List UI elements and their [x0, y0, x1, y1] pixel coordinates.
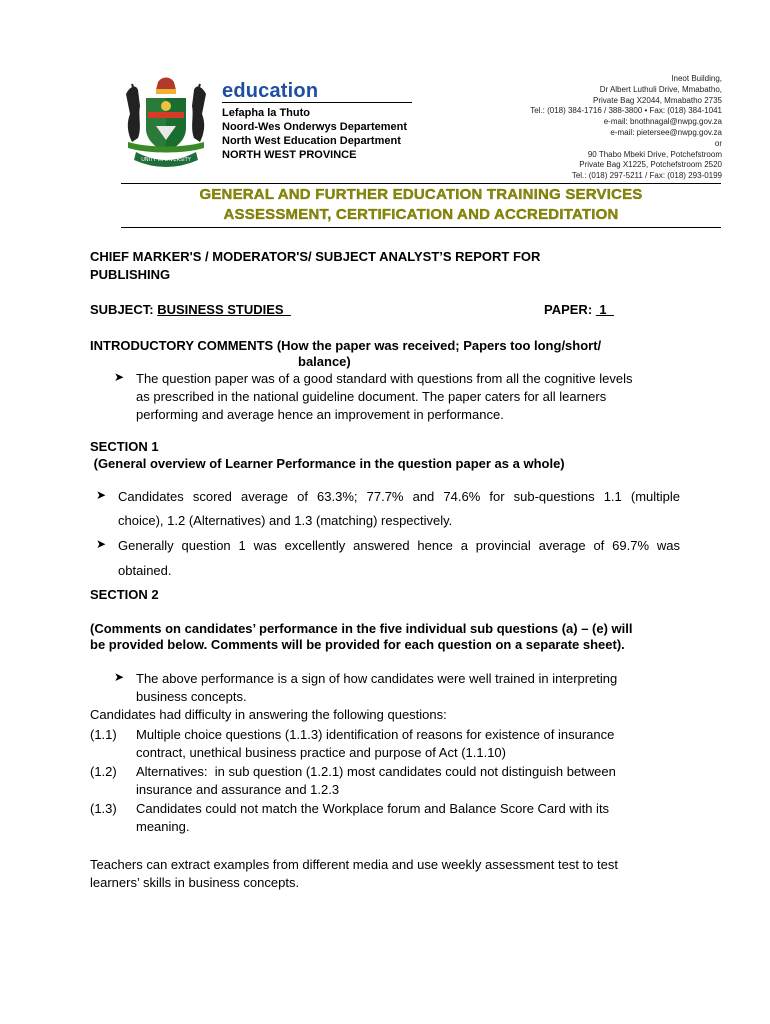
intro-heading-line-2: balance): [298, 354, 351, 369]
difficulty-item-line: Candidates could not match the Workplace forum and Balance Score Card with its: [136, 801, 610, 816]
province-name: NORTH WEST PROVINCE: [222, 149, 357, 161]
report-title-line-1: CHIEF MARKER'S / MODERATOR'S/ SUBJECT ANALYST’S REPORT FOR: [90, 249, 541, 264]
paper-line: [544, 301, 614, 319]
difficulty-item-number: (1.3): [90, 801, 117, 816]
section1-bullet-2-line-2: obtained.: [118, 563, 172, 578]
intro-bullet-line: performing and average hence an improvement in performance.: [136, 407, 504, 422]
address-line: Dr Albert Luthuli Drive, Mmabatho,: [599, 84, 722, 94]
section2-subheading-line-1: (Comments on candidates’ performance in the five individual sub questions (a) – (e) will: [90, 621, 633, 636]
coat-of-arms-logo: [118, 76, 214, 170]
subject-value: BUSINESS STUDIES: [157, 302, 291, 317]
address-line: Tel.: (018) 384-1716 / 388-3800 • Fax: (018) 384-1041: [530, 106, 722, 116]
arrowhead-bullet-icon: ➤: [96, 488, 107, 502]
difficulty-intro: Candidates had difficulty in answering the following questions:: [90, 707, 447, 722]
difficulty-item-line: Multiple choice questions (1.1.3) identification of reasons for existence of insurance: [136, 727, 615, 742]
dept-name-setswana: Lefapha la Thuto: [222, 107, 310, 119]
closing-line: Teachers can extract examples from different media and use weekly assessment test to test: [90, 857, 618, 872]
closing-line: learners’ skills in business concepts.: [90, 875, 300, 890]
address-line: e-mail: pietersee@nwpg.gov.za: [610, 127, 722, 137]
paper-value: 1: [595, 302, 614, 317]
intro-heading-line-1: INTRODUCTORY COMMENTS (How the paper was received; Papers too long/short/: [90, 338, 602, 353]
section1-heading: SECTION 1: [90, 439, 159, 454]
svg-text:UNITY IN DIVERSITY: UNITY IN DIVERSITY: [141, 157, 191, 163]
section1-subheading: (General overview of Learner Performance in the question paper as a whole): [90, 456, 565, 471]
address-line: e-mail: bnothnagal@nwpg.gov.za: [603, 117, 722, 127]
difficulty-item-number: (1.2): [90, 764, 117, 779]
address-line: Private Bag X2044, Mmabatho 2735: [593, 95, 722, 105]
address-line: 90 Thabo Mbeki Drive, Potchefstroom: [587, 149, 722, 159]
banner-line-1: GENERAL AND FURTHER EDUCATION TRAINING SERVICES: [199, 186, 643, 203]
title-underline: [222, 102, 412, 103]
arrowhead-bullet-icon: ➤: [96, 537, 107, 551]
department-title: education: [222, 80, 319, 102]
arrowhead-bullet-icon: ➤: [114, 670, 125, 684]
section2-heading: SECTION 2: [90, 587, 159, 602]
dept-name-english: North West Education Department: [222, 135, 401, 147]
difficulty-item-line: contract, unethical business practice and purpose of Act (1.1.10): [136, 745, 506, 760]
section2-bullet-line: business concepts.: [136, 689, 247, 704]
subject-label: SUBJECT:: [90, 302, 158, 317]
difficulty-item-line: meaning.: [136, 819, 190, 834]
address-line: Tel.: (018) 297-5211 / Fax: (018) 293-0199: [571, 171, 722, 181]
arrowhead-bullet-icon: ➤: [114, 370, 125, 384]
section1-bullet-1-line-2: choice), 1.2 (Alternatives) and 1.3 (matching) respectively.: [118, 513, 453, 528]
subject-line: [90, 301, 291, 319]
intro-bullet-line: as prescribed in the national guideline document. The paper caters for all learners: [136, 389, 607, 404]
difficulty-item-line: Alternatives: in sub question (1.2.1) most candidates could not distinguish between: [136, 764, 616, 779]
section-banner: [121, 185, 721, 225]
banner-bottom-rule: [121, 227, 721, 228]
report-title-line-2: PUBLISHING: [90, 267, 171, 282]
dept-name-afrikaans: Noord-Wes Onderwys Departement: [222, 121, 408, 133]
difficulty-item-line: insurance and assurance and 1.2.3: [136, 782, 340, 797]
address-line: Ineot Building,: [671, 74, 722, 83]
difficulty-item-number: (1.1): [90, 727, 117, 742]
address-line: Private Bag X1225, Potchefstroom 2520: [579, 160, 722, 170]
section2-subheading-line-2: be provided below. Comments will be provided for each question on a separate sheet).: [90, 637, 625, 652]
address-block: [482, 74, 722, 182]
section1-bullet-1-line-1: Candidates scored average of 63.3%; 77.7% and 74.6% for sub-questions 1.1 (multiple: [118, 489, 680, 504]
paper-label: PAPER:: [544, 302, 596, 317]
banner-top-rule: [121, 183, 721, 184]
banner-line-2: ASSESSMENT, CERTIFICATION AND ACCREDITATION: [223, 206, 619, 223]
section1-bullet-2-line-1: Generally question 1 was excellently answered hence a provincial average of 69.7% was: [118, 538, 680, 553]
section2-bullet-line: The above performance is a sign of how candidates were well trained in interpreting: [136, 671, 618, 686]
intro-bullet-line: The question paper was of a good standard with questions from all the cognitive levels: [136, 371, 633, 386]
address-line: or: [714, 138, 722, 148]
